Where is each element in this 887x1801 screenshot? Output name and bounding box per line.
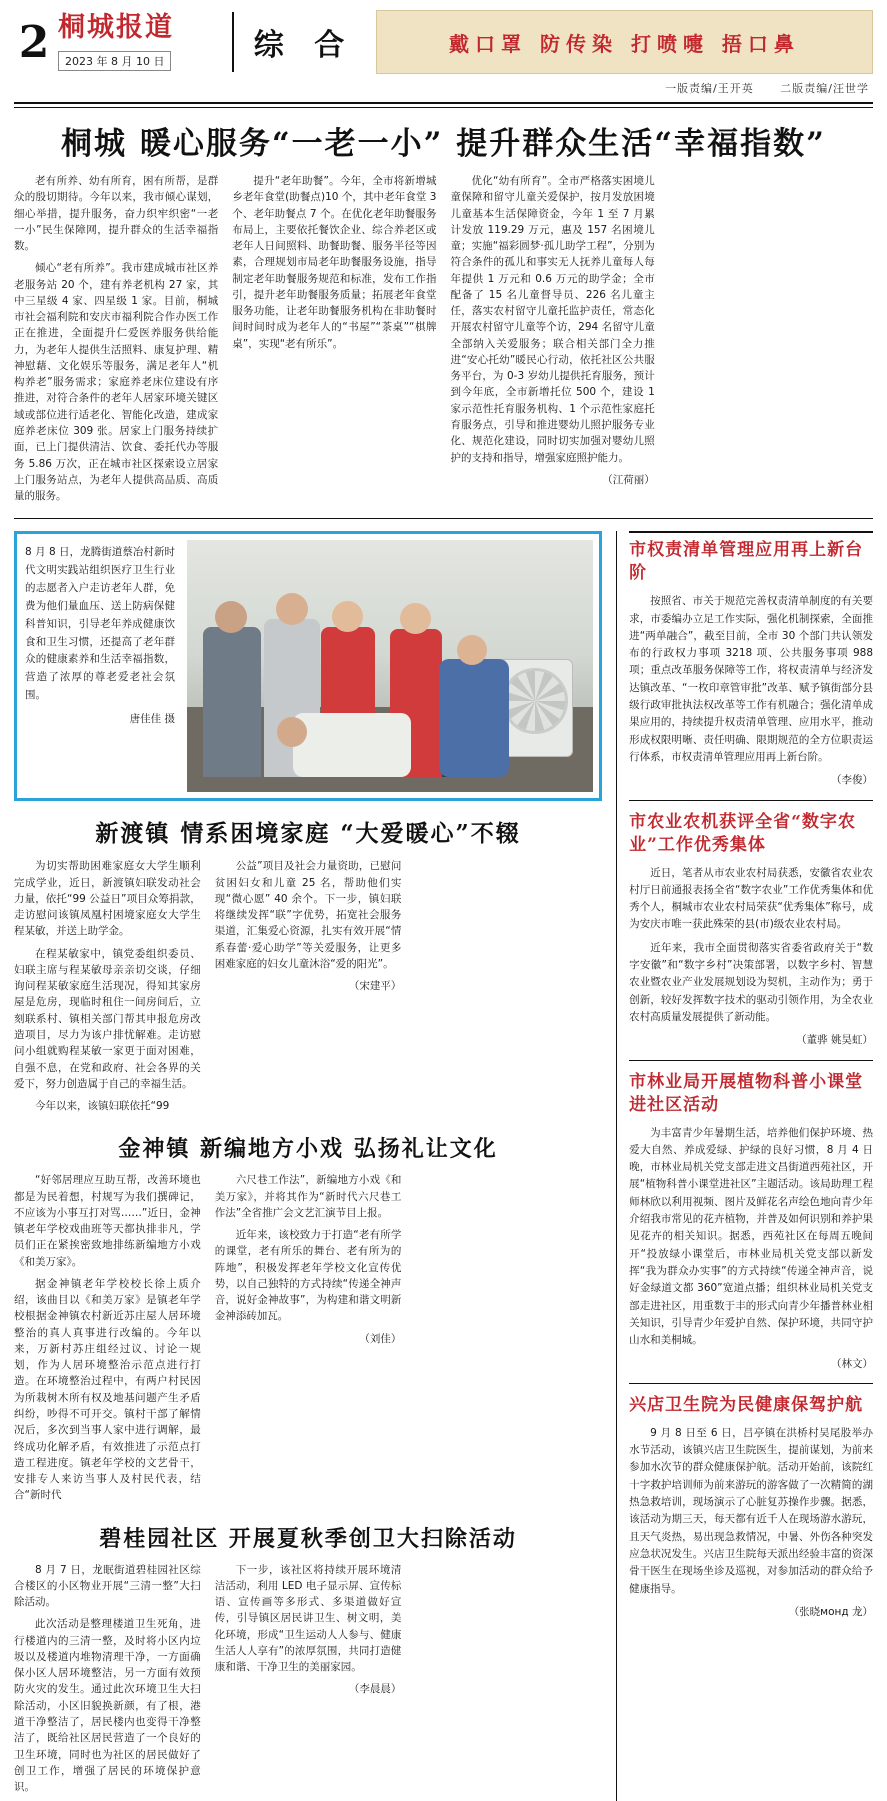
paper-name: 桐城报道 <box>58 12 174 44</box>
right-divider <box>629 800 873 801</box>
right-article-4-p1: 9 月 8 日至 6 日，吕亭镇在洪桥村吴尾股举办水节活动，该镇兴店卫生院医生，提前谋划，为前来参加水次节的群众健康保护航。活动开始前，该院红十字救护培训师为前来游玩的游客做了一次精简的湖热急救培训，现场演示了心脏复苏操作步骤。据悉，该活动为期三天，每天都有近千人在现场游水游玩，且天气炎热，易出现急救情况，中暑、外伤各种突发应急状况发生。兴店卫生院每天派出经验丰富的资深骨干医生在现场坐诊及巡视，对参加活动的群众给予健康指导。 <box>629 1426 873 1595</box>
jinshen-p1: “好邻居理应互助互帮，改善环境也都是为民着想，村规写为我们撰碑记，不应该为小事互打对骂……”近日，金神镇老年学校戏曲班等天都执排非凡，学员们正在紧挨密致地排练新编地方小戏《和美万家》。 <box>14 1174 201 1268</box>
right-column-rule <box>629 531 873 533</box>
lead-column-3 <box>451 173 655 510</box>
photo-credit: 唐佳佳 摄 <box>129 712 175 725</box>
xindu-byline: （宋建平） <box>348 980 402 993</box>
right-article-2-p2: 近年来，我市全面贯彻落实省委省政府关于“数字安徽”和“数字乡村”决策部署，以数字乡村、智慧农业暨农业产业发展规划设为契机，主动作为；勇于创新，较好发挥数字技术的驱动引领作用，为全农业农村高质量发展提供了新动能。 <box>629 941 873 1023</box>
jinshen-column-2 <box>215 1172 402 1509</box>
biguiyuan-column-2 <box>215 1562 402 1801</box>
jinshen-p2: 据金神镇老年学校校长徐上质介绍，该曲目以《和美万家》是镇老年学校根据金神镇农村新近苏庄屋人居环境整治的真人真事进行改编的。今年以来，万新村苏庄组经过议、讨论一规划，作为人居环境整治示范点进行打造。在环境整治过程中，有两户村民因为所栽树木所有权及地基问题产生矛盾纠纷，吵得不可开交。镇村干部了解情况后，多次到当事人家中进行调解，最终成功化解矛盾，有效推进了示范点打造工程进度。镇老年学校的文艺骨干，安排专人来访当事人及村民代表，结合“新时代 <box>14 1277 201 1502</box>
right-column <box>616 531 873 1801</box>
biguiyuan-p1: 8 月 7 日，龙眠街道碧桂园社区综合楼区的小区物业开展“三清一整”大扫除活动。 <box>14 1563 201 1609</box>
right-article-3-body <box>629 1125 873 1373</box>
article-title-biguiyuan: 碧桂园社区 开展夏秋季创卫大扫除活动 <box>99 1525 517 1552</box>
public-health-slogan: 戴口罩 防传染 打喷嚏 捂口鼻 <box>376 10 873 74</box>
right-article-2-body <box>629 865 873 1050</box>
person-figure <box>439 659 509 777</box>
lead-article-body <box>14 173 873 510</box>
editor-credits <box>14 74 873 100</box>
article-title-xindu: 新渡镇 情系困境家庭 “大爱暖心”不辍 <box>95 820 521 848</box>
lead-headline: 桐城 暖心服务“一老一小” 提升群众生活“幸福指数” <box>61 126 826 162</box>
right-article-4-byline: （张晓монд 龙） <box>788 1605 873 1618</box>
masthead-rule <box>14 102 873 108</box>
right-divider <box>629 1060 873 1061</box>
right-article-2 <box>629 811 873 1050</box>
issue-date: 2023 年 8 月 10 日 <box>58 51 171 71</box>
right-article-4-title: 兴店卫生院为民健康保驾护航 <box>629 1394 864 1415</box>
right-article-1-byline: （李俊） <box>831 774 873 787</box>
article-body-biguiyuan <box>14 1562 602 1801</box>
masthead <box>14 10 873 74</box>
lead-p2: 倾心“老有所养”。我市建成城市社区养老服务站 20 个，建有养老机构 27 家，其中三星级 4 家、四星级 1 家。目前，桐城市社会福利院和安庆市福利院合作办医工作正在推进，全面提升仁爱医养服务供给能力，为老年人提供生活照料、康复护理、精神慰藉、文化娱乐等服务，满足老年人“机构养老”服务需求；家庭养老床位建设有序推进，对符合条件的老年人居家环境关键区域或部位进行适老化、智能化改造，建成家庭养老床位 309 张。居家上门服务持续扩面，已上门提供清洁、饮食、委托代办等服务 5.86 万次，正在城市社区探索设立居家上门服务站点，为老年人提供高品质、高质量的服务。 <box>14 262 219 503</box>
masthead-divider <box>232 12 234 72</box>
right-divider <box>629 1383 873 1384</box>
xindu-p3: 今年以来，该镇妇联依托“99 <box>35 1100 170 1113</box>
editor-line-2: 二版责编/汪世学 <box>780 82 869 95</box>
xindu-p1: 为切实帮助困难家庭女大学生顺利完成学业，近日，新渡镇妇联发动社会力量，依托“99 公益日”项目众筹捐款，走访慰问该镇凤凰村困境家庭女大学生程某敏，并送上助学金。 <box>14 860 201 938</box>
section-title: 综 合 <box>253 28 355 63</box>
article-body-jinshen <box>14 1172 602 1509</box>
biguiyuan-p2: 此次活动是整理楼道卫生死角，进行楼道内的三清一整，及时将小区内垃圾以及楼道内堆物清理干净，一方面确保小区人居环境整洁，另一方面有效预防火灾的发生。通过此次环境卫生大扫除活动，小区旧貌换新颜，有了根，港道干净整洁了，居民楼内也变得干净整洁了，既给社区居民营造了一个良好的卫生环境，同时也为社区的居民做好了创卫工作，增强了居民的环境保护意识。 <box>14 1618 201 1794</box>
jinshen-byline: （刘佳） <box>359 1332 402 1345</box>
jinshen-column-1 <box>14 1172 201 1509</box>
photo-story <box>14 531 602 801</box>
person-figure <box>293 713 411 777</box>
right-article-2-byline: （董骅 姚昊虹） <box>796 1034 873 1047</box>
biguiyuan-column-1 <box>14 1562 201 1801</box>
xindu-column-2 <box>215 858 402 1120</box>
xindu-p2: 在程某敏家中，镇党委组织委员、妇联主席与程某敏母亲亲切交谈，仔细询问程某敏家庭生活现况，得知其家房屋是危房，现临时租住一间房间后，立刻联系村、镇相关部门帮其申报危房改造项目，尽力为该户排忧解难。走访慰问小组就购程某敏一家更于面对困难，自强不息，在党和政府、社会各界的关爱下，努力创造属于自己的幸福生活。 <box>14 947 201 1090</box>
jinshen-p3: 六尺巷工作法”，新编地方小戏《和美万家》，并将其作为“新时代六尺巷工作法”全省推广会文艺汇演节目上报。 <box>214 1174 402 1219</box>
photo-caption-text: 8 月 8 日，龙腾街道蔡冶村新时代文明实践站组织医疗卫生行业的志愿者入户走访老年人群，免费为他们量血压、送上防病保健科普知识，引导老年养成健康饮食和卫生习惯，还提高了老年群众的健康素养和生活幸福指数，营造了浓厚的尊老爱老社会氛围。 <box>25 546 175 702</box>
biguiyuan-byline: （李晨晨） <box>348 1683 402 1696</box>
right-article-2-p1: 近日，笔者从市农业农村局获悉，安徽省农业农村厅日前通报表扬全省“数字农业”工作优秀集体和优秀个人，桐城市农业农村局荣获“优秀集体”称号，成为安庆市唯一获此殊荣的县(市)级农业农村局。 <box>629 866 873 931</box>
photo-image <box>187 540 593 792</box>
lead-p1: 老有所养、幼有所育，困有所帮，是群众的殷切期待。今年以来，我市倾心谋划，细心举措，提升服务，奋力织牢织密“一老一小”民生保障网，提升群众的生活幸福指数。 <box>14 175 219 253</box>
jinshen-p4: 近年来，该校致力于打造“老有所学的课堂，老有所乐的舞台、老有所为的阵地”，积极发挥老年学校文化宣传优势，以自己独特的方式持续“传递全神声音，说好金神故事”，为构建和谐文明新金神添砖加瓦。 <box>214 1229 402 1323</box>
lead-byline: （江荷丽） <box>602 473 655 486</box>
photo-caption-block <box>23 540 177 792</box>
right-article-4 <box>629 1394 873 1621</box>
editor-line-1: 一版责编/王开英 <box>665 82 754 95</box>
left-block <box>14 531 602 1801</box>
right-article-3-byline: （林文） <box>831 1357 873 1370</box>
lead-p4: 优化“幼有所育”。全市严格落实困境儿童保障和留守儿童关爱保护，按月发放困境儿童基本生活保障资金，今年 1 至 7 月累计发放 119.29 万元，惠及 157 名困境儿童；实施“福彩圆梦·孤儿助学工程”，分别为符合条件的孤儿和事实无人抚养儿童每人每年提供 1 万元和 0.6 万元的助学金；全市配备了 15 名儿童督导员、226 名儿童主任，落实农村留守儿童托监护责任，常态化开展农村留守儿童等个访，294 名留守儿童全部纳入关爱服务；联合相关部门全力推进“安心托幼”暖民心行动，依托社区公共服务平台，为 0-3 岁幼儿提供托育服务，预计到今年底，全市新增托位 500 个，建设 1 家示范性托育服务机构、1 个示范性家庭托育服务点，引导和推进婴幼儿照护服务专业化、规范化建设，同时切实加强对婴幼儿照护的支持和指导，增强家庭照护能力。 <box>450 175 655 464</box>
right-article-1-p1: 按照省、市关于规范完善权责清单制度的有关要求，市委编办立足工作实际，强化机制探索，全面推进“两单融合”，截至目前，全市 30 个部门共认领发布的行政权力事项 3218 项、公共服务事项 988 项；重点改革服务保障等工作，将权责清单与经济发达镇改革、“一枚印章管审批”改革、赋予镇街部分县级行政审批执法权改革等工作有机融合；强化清单成果应用的，持续提升权责清单管理、应用水平，推动形成权限明晰、责任明确、限期规范的全方位职责运行体系，市权责清单管理应用再上新台阶。 <box>629 595 873 763</box>
biguiyuan-p3: 下一步，该社区将持续开展环境清洁活动，利用 LED 电子显示屏、宣传标语、宣传画等多形式、多渠道做好宣传，引导镇区居民讲卫生、树文明，美化环境，形成“卫生运动人人参与、健康生活人人享有”的浓厚氛围，共同打造健康和谐、干净卫生的美丽家园。 <box>214 1563 402 1674</box>
section-rule <box>14 518 873 519</box>
right-article-4-body <box>629 1425 873 1621</box>
lead-p3: 提升“老年助餐”。今年，全市将新增城乡老年食堂(助餐点)10 个，其中老年食堂 3 个、老年助餐点 7 个。在优化老年助餐服务布局上，主要依托餐饮企业、综合养老区或老年人日间照料、助餐助餐、服务半径等因素，合理规划市局老年助餐服务设施，指导制定老年助餐服务规范和标准，发布工作指引，提升老年助餐服务质量；拓展老年食堂服务功能，让老年助餐服务机构在非助餐时间时间时成为老年人的“书屋”“茶桌”“棋牌桌”，实现“老有所乐”。 <box>232 175 437 350</box>
lead-column-1 <box>14 173 218 510</box>
right-article-3-p1: 为丰富青少年暑期生活，培养他们保护环境、热爱大自然、养成爱绿、护绿的良好习惯，8 月 4 日晚，市林业局机关党支部走进文昌街道西苑社区，开展“植物科普小课堂进社区”主题活动。该局助理工程师林欣以利用视频、图片及鲜花名声绘色地向青少年介绍我市常见的花卉植物，并普及如何识别和养护果见花卉的相关知识。据悉，西苑社区在每周五晚间开“投放绿小课堂后，市林业局机关党支部以新发挥“我为群众办实事”的方式持续“传递全神声音，说好金绿道文都 360”宽道点播；组织林业局机关党支部走进社区，用重数于丰的形式向青少年播普林业相关知识，引导青少年爱护自然、保护环境，共同守护山水和美桐城。 <box>629 1126 873 1347</box>
person-figure <box>203 627 261 777</box>
article-body-xindu <box>14 858 602 1120</box>
xindu-p4: 公益”项目及社会力量资助，已慰问贫困妇女和儿童 25 名，帮助他们实现“微心愿” 40 余个。下一步，镇妇联将继续发挥“联”字优势，拓宽社会服务渠道，汇集爱心资源，扎实有效开展“情系春蕾·爱心助学”等关爱服务，让更多困难家庭的妇女儿童沐浴“爱的阳光”。 <box>214 860 402 970</box>
right-article-3-title: 市林业局开展植物科普小课堂进社区活动 <box>629 1071 864 1115</box>
article-title-jinshen: 金神镇 新编地方小戏 弘扬礼让文化 <box>118 1136 498 1163</box>
lower-area <box>14 531 873 1801</box>
right-article-1 <box>629 539 873 789</box>
right-article-1-body <box>629 593 873 789</box>
lead-column-2 <box>232 173 436 510</box>
page-number: 2 <box>18 16 50 68</box>
xindu-column-1 <box>14 858 201 1120</box>
right-article-2-title: 市农业农机获评全省“数字农业”工作优秀集体 <box>629 811 856 855</box>
right-article-3 <box>629 1071 873 1373</box>
right-article-1-title: 市权责清单管理应用再上新台阶 <box>629 540 864 584</box>
paper-logo <box>54 10 228 74</box>
